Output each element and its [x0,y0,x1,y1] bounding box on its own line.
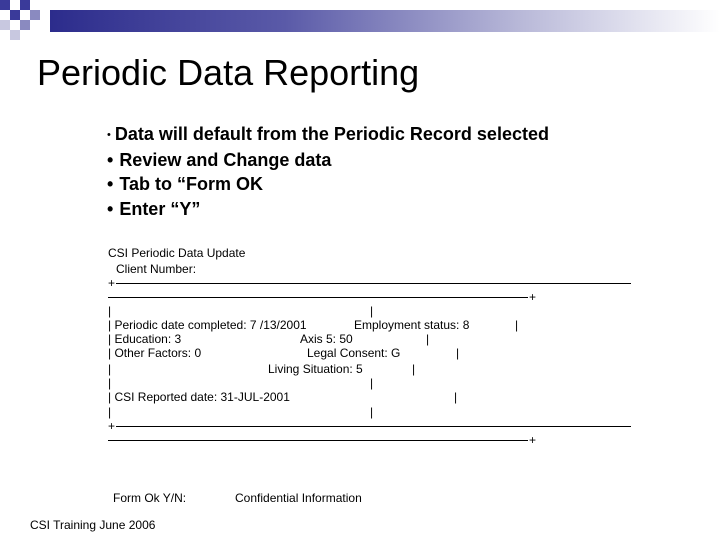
bullet-item: • Enter “Y” [107,198,201,219]
box-pipe: | [454,390,458,404]
other-factors-field[interactable]: | Other Factors: 0 [108,346,202,360]
box-corner-bottom-left: + [108,419,116,433]
box-pipe: | [515,318,519,332]
box-pipe: | [370,376,374,390]
bullet-icon: • [107,149,114,170]
box-pipe: | [426,332,430,346]
living-situation-field[interactable]: Living Situation: 5 [268,362,363,376]
bullet-icon: • [107,198,114,219]
confidential-label: Confidential Information [235,491,362,505]
box-pipe: | [108,304,112,318]
form-ok-input[interactable]: Form Ok Y/N: [113,491,187,505]
box-border-top [116,283,631,284]
box-corner-bottom-right: + [529,433,537,447]
bullet-list [107,122,549,221]
box-pipe: | [456,346,460,360]
periodic-date-field[interactable]: | Periodic date completed: 7 /13/2001 [108,318,307,332]
axis5-field[interactable]: Axis 5: 50 [300,332,353,346]
header-gradient-bar [50,10,720,32]
education-field[interactable]: | Education: 3 [108,332,182,346]
box-pipe: | [108,362,112,376]
box-corner-top-left: + [108,276,116,290]
box-pipe: | [412,362,416,376]
bullet-icon: • [107,174,114,194]
screen-heading: CSI Periodic Data Update [108,246,246,260]
box-border-bottom [116,426,631,427]
slide-title: Periodic Data Reporting [37,52,420,93]
client-number-label: Client Number: [116,262,197,276]
box-pipe: | [370,304,374,318]
box-border-bottom-2 [108,440,528,441]
legal-consent-field[interactable]: Legal Consent: G [307,346,401,360]
bullet-item: • Tab to “Form OK [107,174,263,194]
slide-footer: CSI Training June 2006 [30,518,156,532]
box-pipe: | [108,376,112,390]
bullet-item: • Review and Change data [107,149,332,170]
bullet-item: • Data will default from the Periodic Record selected [107,124,549,144]
box-pipe: | [108,405,112,419]
bullet-icon: • [107,129,111,141]
box-corner-top-right: + [529,290,537,304]
reported-date-field[interactable]: | CSI Reported date: 31-JUL-2001 [108,390,290,404]
employment-status-field[interactable]: Employment status: 8 [354,318,470,332]
box-pipe: | [370,405,374,419]
box-border-top-2 [108,297,528,298]
